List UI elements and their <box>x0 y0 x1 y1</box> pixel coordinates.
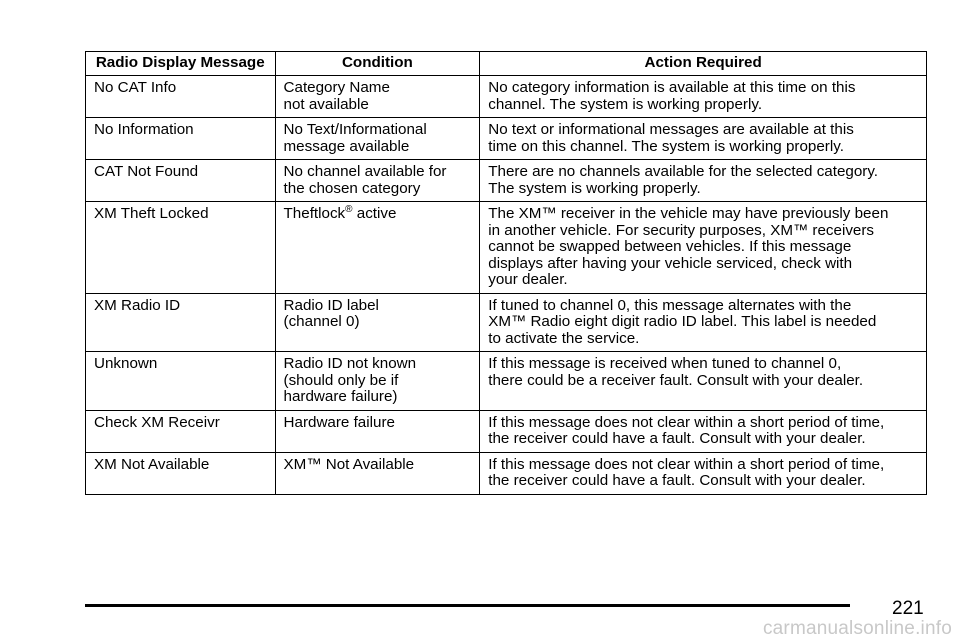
condition-cell <box>275 202 480 294</box>
condition-cell-line: the chosen category <box>283 179 421 197</box>
condition-cell <box>275 76 480 118</box>
action-cell-line: displays after having your vehicle serviced, check with <box>488 254 853 272</box>
action-cell-line: your dealer. <box>488 271 568 288</box>
action-cell-line: there could be a receiver fault. Consult with your dealer. <box>488 371 864 389</box>
table-row <box>86 118 927 160</box>
condition-cell-line: No channel available for <box>283 163 447 180</box>
condition-cell-line: Hardware failure <box>283 413 395 431</box>
message-cell-line: XM Radio ID <box>94 296 181 314</box>
header-condition: Condition <box>275 52 480 76</box>
action-cell <box>480 202 927 294</box>
condition-cell-line: not available <box>283 95 369 113</box>
condition-cell-line: hardware failure) <box>283 388 398 405</box>
condition-cell <box>275 160 480 202</box>
action-cell-line: the receiver could have a fault. Consult with your dealer. <box>488 472 866 489</box>
message-cell-line: No Information <box>94 121 194 138</box>
radio-message-table <box>85 51 927 495</box>
message-cell-line: CAT Not Found <box>94 163 199 180</box>
table-body <box>86 76 927 495</box>
condition-cell <box>275 452 480 494</box>
action-cell-line: No text or informational messages are available at this <box>488 121 854 138</box>
condition-cell-line: (should only be if <box>283 371 399 389</box>
condition-cell-line: No Text/Informational <box>283 121 427 138</box>
header-action-required: Action Required <box>480 52 927 76</box>
action-cell-line: The system is working properly. <box>488 179 701 197</box>
condition-cell-line <box>283 203 474 223</box>
action-cell-line: The XM™ receiver in the vehicle may have previously been <box>488 205 889 222</box>
condition-cell <box>275 118 480 160</box>
action-cell <box>480 76 927 118</box>
message-cell <box>86 352 276 411</box>
message-cell <box>86 452 276 494</box>
condition-cell <box>275 352 480 411</box>
message-cell-line: Unknown <box>94 355 158 372</box>
page-number: 221 <box>892 598 924 619</box>
message-cell <box>86 160 276 202</box>
action-cell-line: If this message does not clear within a short period of time, <box>488 413 885 431</box>
message-cell <box>86 118 276 160</box>
condition-cell-line: Radio ID not known <box>283 355 417 372</box>
action-cell-line: in another vehicle. For security purposes, XM™ receivers <box>488 221 875 239</box>
action-cell-line: XM™ Radio eight digit radio ID label. This label is needed <box>488 313 877 330</box>
message-cell <box>86 293 276 352</box>
message-cell <box>86 410 276 452</box>
condition-cell-line: message available <box>283 137 410 155</box>
action-cell-line: to activate the service. <box>488 329 640 347</box>
condition-cell <box>275 293 480 352</box>
action-cell <box>480 352 927 411</box>
action-cell-line: cannot be swapped between vehicles. If this message <box>488 238 852 255</box>
condition-text: active <box>352 205 397 222</box>
action-cell <box>480 410 927 452</box>
message-cell-line: XM Theft Locked <box>94 205 209 222</box>
message-cell <box>86 76 276 118</box>
action-cell-line: If tuned to channel 0, this message alternates with the <box>488 296 852 314</box>
table-row <box>86 202 927 294</box>
action-cell-line: There are no channels available for the selected category. <box>488 163 879 180</box>
condition-cell-line: XM™ Not Available <box>283 455 415 473</box>
action-cell <box>480 160 927 202</box>
table-row <box>86 452 927 494</box>
condition-cell-line: (channel 0) <box>283 313 360 330</box>
action-cell-line: the receiver could have a fault. Consult with your dealer. <box>488 430 866 447</box>
table-header-row <box>86 52 927 76</box>
action-cell-line: If this message does not clear within a short period of time, <box>488 455 885 473</box>
message-cell <box>86 202 276 294</box>
table-row <box>86 410 927 452</box>
header-radio-display-message: Radio Display Message <box>86 52 276 76</box>
message-cell-line: Check XM Receivr <box>94 413 220 431</box>
registered-mark: ® <box>345 203 353 215</box>
action-cell-line: time on this channel. The system is working properly. <box>488 137 844 155</box>
condition-cell-line: Radio ID label <box>283 296 379 314</box>
condition-text: Theftlock <box>283 205 346 222</box>
action-cell <box>480 118 927 160</box>
table-row <box>86 160 927 202</box>
action-cell-line: channel. The system is working properly. <box>488 95 763 113</box>
condition-cell <box>275 410 480 452</box>
table-row <box>86 293 927 352</box>
footer-rule <box>85 604 850 607</box>
watermark: carmanualsonline.info <box>762 618 952 639</box>
table-row <box>86 352 927 411</box>
action-cell-line: If this message is received when tuned to channel 0, <box>488 355 842 372</box>
message-cell-line: No CAT Info <box>94 79 177 96</box>
action-cell <box>480 452 927 494</box>
message-cell-line: XM Not Available <box>94 455 210 473</box>
action-cell-line: No category information is available at this time on this <box>488 79 856 96</box>
table-row <box>86 76 927 118</box>
action-cell <box>480 293 927 352</box>
condition-cell-line: Category Name <box>283 79 390 96</box>
